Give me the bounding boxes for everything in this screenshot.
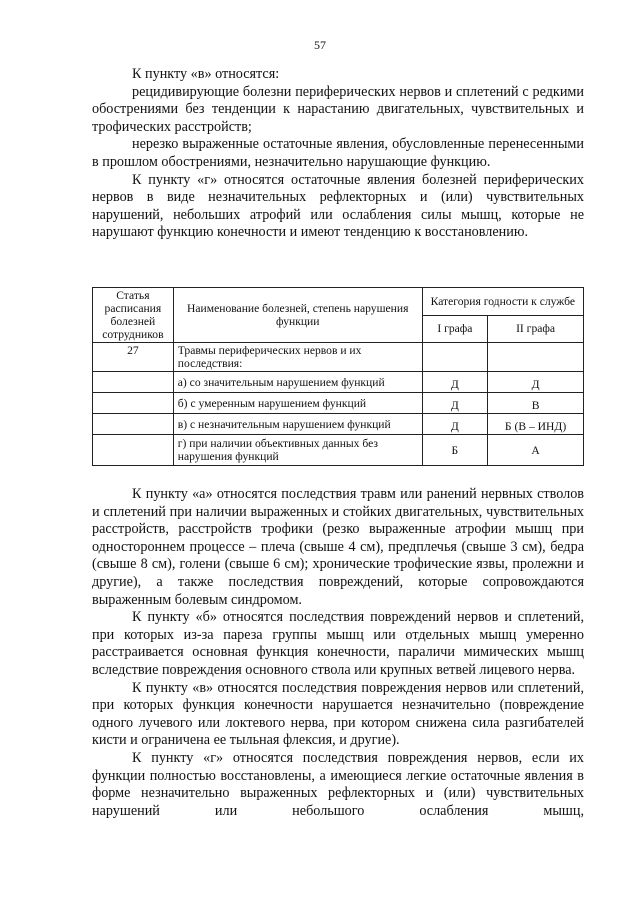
row-graph-1: Б <box>422 435 487 466</box>
paragraph-item-v: К пункту «в» относятся последствия повреждения нервов или сплетений, при которых функция конечности нарушается незначительно (повреждение одного лучевого или локтевого нерва, при котором снижена сила разгибателей кисти и ограничена ее тыльная флексия, и другие). <box>92 679 584 749</box>
paragraph-item-a: К пункту «а» относятся последствия травм или ранений нервных стволов и сплетений при наличии выраженных и стойких двигательных, чувствительных расстройств, расстройств трофики (резко выраженные атрофии мышц при одностороннем процессе – плеча (свыше 4 см), предплечья (свыше 3 см), бедра (свыше 8 см), голени (свыше 6 см); хронические трофические язвы, пролежни и другие), а также последствия повреждений, которые сопровождаются выраженным болевым синдромом. <box>92 486 584 608</box>
row-graph-2: В <box>488 393 584 414</box>
row-graph-2: А <box>488 435 584 466</box>
paragraph-item-v-heading: К пункту «в» относятся: <box>132 66 280 82</box>
row-graph-1: Д <box>422 372 487 393</box>
header-graph-1: I графа <box>422 315 487 343</box>
row-graph-1: Д <box>422 393 487 414</box>
paragraph-item-g-continued: К пункту «г» относятся последствия повреждения нервов, если их функции полностью восстановлены, а имеющиеся легкие остаточные явления в форме незначительно выраженных рефлекторных и (или) чувствительных нарушений или небольшого ослабления мышц, <box>92 749 584 819</box>
row-name: г) при наличии объективных данных без нарушения функций <box>173 435 422 466</box>
row-name: а) со значительным нарушением функций <box>173 372 422 393</box>
paragraph-item-b: К пункту «б» относятся последствия повреждений нервов и сплетений, при которых из-за пареза группы мышц или отдельных мышц умеренно расстраивается основная функция конечности, параличи мимических мышц вследствие повреждения основного ствола или крупных ветвей лицевого нерва. <box>92 609 584 678</box>
table-row <box>93 435 584 466</box>
header-graph-2: II графа <box>488 315 584 343</box>
disease-schedule-table <box>92 287 584 466</box>
row-graph-2: Б (В – ИНД) <box>488 414 584 435</box>
top-text-section <box>92 66 584 242</box>
row-graph-2: Д <box>488 372 584 393</box>
paragraph-item-g: К пункту «г» относятся остаточные явления болезней периферических нервов в виде незначительных рефлекторных и (или) чувствительных нарушений, небольших атрофий или ослабления силы мышц, которые не нарушают функцию конечности и имеют тенденцию к восстановлению. <box>92 171 584 241</box>
header-fitness-category: Категория годности к службе <box>422 288 583 316</box>
disease-title: Травмы периферических нервов и их последствия: <box>173 343 422 372</box>
table-row <box>93 343 584 372</box>
row-graph-1: Д <box>422 414 487 435</box>
paragraph-residual-phenomena: нерезко выраженные остаточные явления, обусловленные перенесенными в прошлом обострениями, незначительно нарушающие функцию. <box>92 136 584 170</box>
article-number: 27 <box>93 343 174 372</box>
table-row <box>93 393 584 414</box>
row-name: в) с незначительным нарушением функций <box>173 414 422 435</box>
paragraph-recurrent-diseases: рецидивирующие болезни периферических нервов и сплетений с редкими обострениями без тенденции к нарастанию двигательных, чувствительных и трофических расстройств; <box>92 83 584 135</box>
table-row <box>93 414 584 435</box>
header-article: Статья расписания болезней сотрудников <box>93 288 174 343</box>
table-header-row <box>93 288 584 316</box>
bottom-text-section <box>92 486 584 820</box>
page-number: 57 <box>314 38 326 52</box>
table-row <box>93 372 584 393</box>
row-name: б) с умеренным нарушением функций <box>173 393 422 414</box>
header-disease-name: Наименование болезней, степень нарушения функции <box>173 288 422 343</box>
